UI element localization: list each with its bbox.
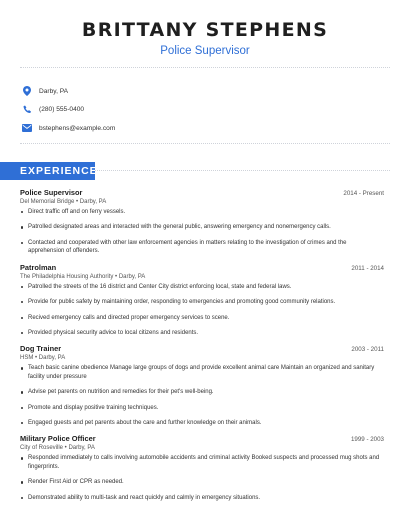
job-dates: 2011 - 2014 [351,264,384,272]
job-employer: HSM • Darby, PA [20,355,66,362]
bullet-item: Render First Aid or CPR as needed. [20,478,384,487]
email-icon [20,121,34,135]
job-title: Military Police Officer [20,434,96,444]
bullet-item: Direct traffic off and on ferry vessels. [20,208,384,217]
contact-phone [20,101,115,119]
job-bullets [20,208,384,256]
job-dates: 2003 - 2011 [351,346,384,354]
job-entry [20,434,384,502]
bullet-item: Responded immediately to calls involving automobile accidents and criminal activity Booked suspects and processed mug shots and fingerprints. [20,454,384,471]
bullet-item: Recived emergency calls and directed proper emergency services to scene. [20,314,384,323]
job-title: Dog Trainer [20,344,62,354]
job-bullets [20,283,384,338]
contact-phone-text: (280) 555-0400 [39,106,85,113]
phone-icon [20,103,34,117]
bullet-item: Advise pet parents on nutrition and remedies for their pet's well-being. [20,388,384,397]
job-entry [20,263,384,338]
bullet-item: Promote and display positive training techniques. [20,404,384,413]
bullet-item: Patrolled the streets of the 16 district and Center City district enforcing local, state and federal laws. [20,283,384,292]
bullet-item: Contacted and cooperated with other law enforcement agencies in matters relating to the investigation of crimes and the apprehension of offenders. [20,239,384,256]
experience-list [20,188,384,509]
bullet-item: Provide for public safety by maintaining order, responding to emergencies and promoting good community relations. [20,298,384,307]
contact-email [20,119,115,137]
job-dates: 2014 - Present [343,190,384,197]
bullet-item: Provided physical security advice to local citizens and residents. [20,329,384,338]
job-employer: City of Roseville • Darby, PA [20,445,95,452]
job-header [20,263,384,272]
contact-list [20,82,115,138]
bullet-item: Patrolled designated areas and interacted with the general public, answering emergency and nonemergency calls. [20,223,384,232]
job-header [20,434,384,443]
section-title-experience: EXPERIENCE [0,162,95,180]
job-bullets [20,454,384,502]
job-bullets [20,364,384,427]
job-employer: The Philadelphia Housing Authority • Darby, PA [20,273,146,280]
divider [20,143,390,144]
bullet-item: Engaged guests and pet parents about the care and further knowledge on their animals. [20,419,384,428]
candidate-name: BRITTANY STEPHENS [81,19,329,41]
resume-header [0,0,410,58]
job-header [20,344,384,353]
job-entry [20,188,384,256]
location-pin-icon [20,84,34,98]
job-title: Patrolman [20,262,57,272]
divider [20,67,390,68]
contact-email-text: bstephens@example.com [39,124,116,132]
job-header [20,188,384,197]
job-title: Police Supervisor [20,188,83,197]
job-dates: 1999 - 2003 [350,436,384,444]
job-entry [20,344,384,427]
contact-location-text: Darby, PA [39,87,69,95]
candidate-role: Police Supervisor [160,45,250,57]
job-employer: Del Memorial Bridge • Darby, PA [20,199,107,205]
bullet-item: Teach basic canine obedience Manage large groups of dogs and provide excellent animal care Maintain an organized and sanitary facility under pressure [20,364,384,381]
bullet-item: Demonstrated ability to multi-task and react quickly and calmly in emergency situations. [20,494,384,503]
section-divider [95,170,390,171]
contact-location [20,82,115,100]
